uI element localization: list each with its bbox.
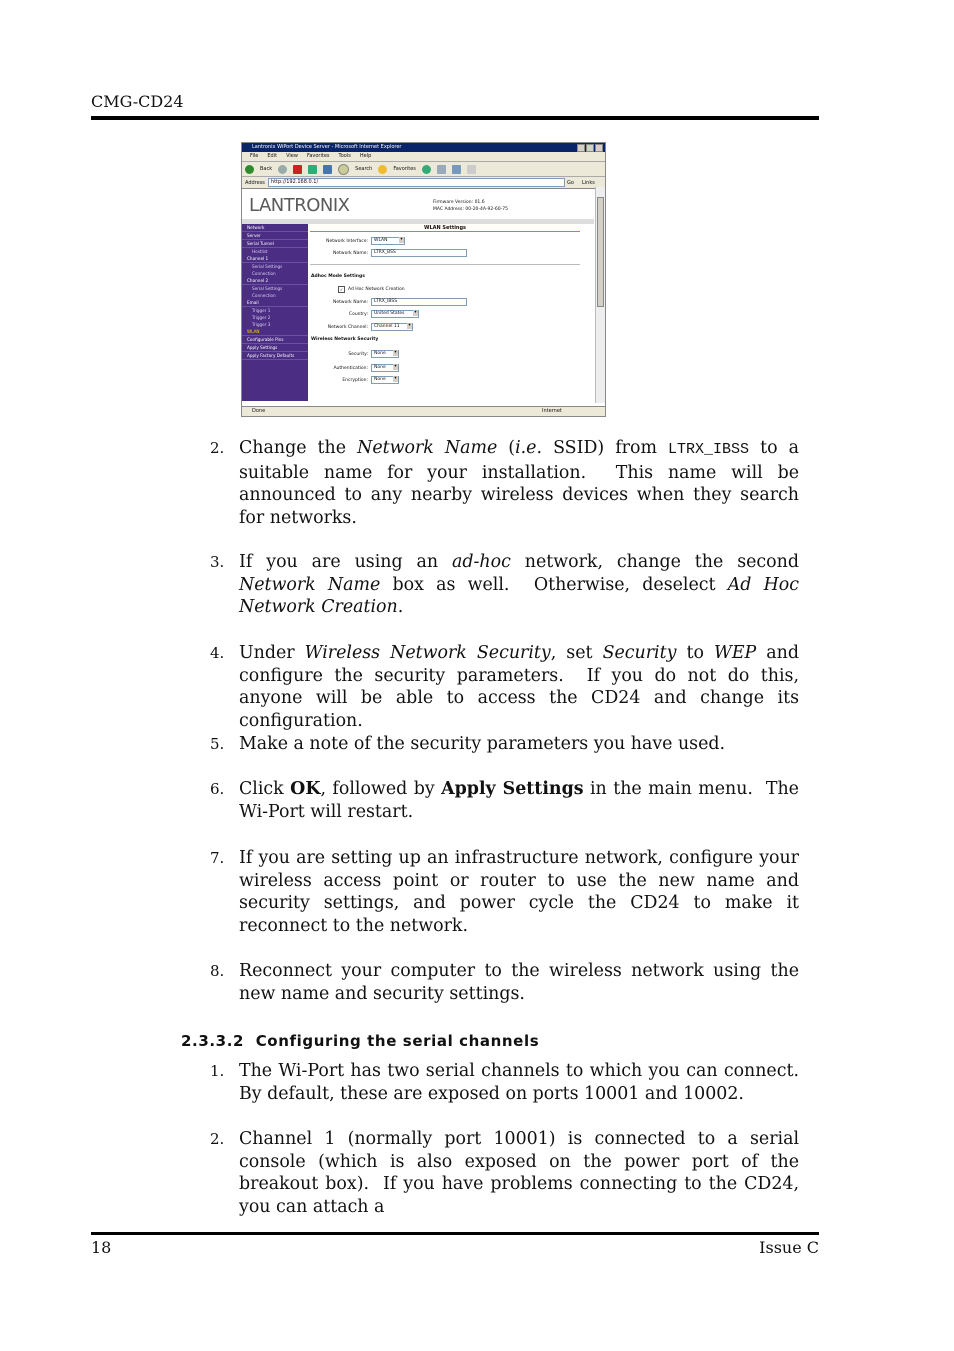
list-item	[239, 437, 805, 529]
list-item	[239, 778, 805, 823]
vertical-scrollbar	[595, 187, 605, 403]
list-number: 5.	[210, 735, 225, 753]
footer-rule	[91, 1232, 819, 1235]
channel-select: Channel 11 ▾	[371, 323, 413, 331]
running-header: CMG-CD24	[91, 92, 184, 111]
security-section-title: Wireless Network Security	[311, 337, 379, 342]
minimize-icon	[577, 144, 585, 152]
italic-text: WEP	[713, 643, 757, 663]
list-item	[239, 551, 805, 619]
nav-item: Server	[242, 232, 308, 240]
item-text: Make a note of the security parameters you have used.	[239, 734, 726, 754]
adhoc-checkbox-label: Ad Hoc Network Creation	[348, 287, 405, 292]
item-text: If you are using an	[239, 552, 453, 572]
nav-item: Serial Settings	[252, 264, 283, 269]
menu-view: View	[286, 153, 298, 159]
device-nav-menu	[242, 224, 308, 401]
history-icon	[437, 165, 446, 174]
channel-label: Network Channel:	[327, 324, 368, 330]
list-number: 1.	[210, 1062, 225, 1080]
menu-help: Help	[359, 153, 372, 159]
lantronix-logo	[249, 195, 350, 216]
menu-tools: Tools	[338, 153, 351, 159]
section-title: Configuring the serial channels	[255, 1032, 540, 1050]
list-item	[239, 847, 805, 937]
browser-screenshot	[241, 142, 606, 417]
media-icon	[422, 165, 431, 174]
network-interface-select: WLAN ▾	[371, 237, 405, 245]
item-text: box as well. Otherwise, deselect	[380, 574, 728, 595]
browser-title-bar	[242, 143, 605, 152]
nav-item: Trigger 1	[252, 308, 271, 313]
authentication-label: Authentication:	[333, 365, 368, 371]
bold-text: Apply Settings	[441, 779, 584, 799]
row-encryption	[310, 376, 399, 384]
list-number: 2.	[210, 439, 225, 457]
adhoc-name-input: LTRX_IBSS	[371, 298, 467, 306]
home-icon	[323, 165, 332, 174]
item-text: Channel 1 (normally port 10001) is connected to a serial console (which is also exposed on the power port of the breakout box). If you have problems connecting to the CD24, you can attach a	[239, 1129, 805, 1217]
close-icon	[595, 144, 603, 152]
italic-text: Network Name	[357, 438, 498, 458]
item-text: and configure the security parameters. If you do not do this, anyone will be able to access the CD24 and change its configuration.	[239, 643, 805, 731]
adhoc-section-title: Adhoc Mode Settings	[311, 274, 365, 279]
address-label: Address	[245, 179, 265, 186]
adhoc-name-label: Network Name:	[332, 299, 368, 305]
nav-item: Channel 2	[242, 277, 308, 285]
country-select: United States ▾	[371, 310, 419, 318]
menu-file: File	[250, 153, 259, 159]
window-title: Lantronix WiPort Device Server - Microsoft Internet Explorer	[252, 144, 402, 150]
stop-icon	[293, 165, 302, 174]
italic-text: Ad Hoc Network Creation	[239, 574, 805, 617]
nav-item: Channel 1	[242, 255, 308, 263]
search-icon	[338, 164, 349, 175]
list-number: 3.	[210, 553, 225, 571]
wlan-settings-form	[310, 224, 592, 401]
menu-edit: Edit	[267, 153, 278, 159]
form-title: WLAN Settings	[310, 225, 580, 232]
network-name-input: LTRX_BSS	[371, 249, 467, 257]
row-adhoc-checkbox	[338, 286, 405, 293]
list-item	[239, 1128, 805, 1218]
nav-item: Configurable Pins	[242, 336, 308, 344]
browser-page	[242, 189, 605, 401]
encryption-select: None ▾	[371, 376, 399, 384]
nav-item: Trigger 2	[252, 315, 271, 320]
scrollbar-thumb	[597, 197, 604, 307]
row-authentication	[310, 364, 399, 372]
back-label: Back	[260, 166, 273, 172]
list-item	[239, 642, 805, 732]
maximize-icon	[586, 144, 594, 152]
nav-item: Serial Settings	[252, 286, 283, 291]
firmware-label: Firmware Version:	[433, 200, 474, 205]
row-channel	[310, 323, 413, 331]
security-select: None ▾	[371, 350, 399, 358]
section-heading	[181, 1032, 539, 1050]
network-interface-label: Network Interface:	[326, 238, 368, 244]
encryption-label: Encryption:	[342, 377, 368, 383]
list-number: 2.	[210, 1130, 225, 1148]
security-label: Security:	[348, 351, 368, 357]
section-number: 2.3.3.2	[181, 1032, 245, 1050]
issue-label: Issue C	[759, 1238, 819, 1257]
mail-icon	[452, 165, 461, 174]
search-label: Search	[355, 166, 373, 172]
row-country	[310, 310, 419, 318]
browser-toolbar	[242, 162, 605, 177]
status-done: Done	[252, 408, 266, 414]
item-text: If you are setting up an infrastructure network, configure your wireless access point or router to use the new name and security settings, and power cycle the CD24 to make it reconnect to the network.	[239, 848, 805, 936]
item-text: SSID) from	[542, 438, 669, 458]
list-number: 4.	[210, 644, 225, 662]
item-text: , set	[550, 643, 603, 663]
nav-item: Serial Tunnel	[242, 240, 308, 248]
nav-item: Hostlist	[252, 249, 268, 254]
italic-text: Wireless Network Security	[304, 643, 551, 663]
nav-item: Network	[242, 224, 308, 232]
item-text: Click	[239, 779, 291, 799]
item-text: in the main menu. The Wi-Port will restart.	[239, 779, 805, 822]
row-network-interface	[310, 237, 405, 245]
back-icon	[245, 165, 254, 174]
nav-item: Trigger 3	[252, 322, 271, 327]
address-field: http://192.168.0.1/	[268, 178, 565, 187]
browser-status-bar	[242, 406, 605, 416]
nav-item: Apply Factory Defaults	[242, 352, 308, 360]
italic-text: i.e.	[515, 438, 543, 458]
nav-item: Connection	[252, 271, 276, 276]
browser-menu-bar	[242, 152, 605, 162]
nav-item: Email	[242, 299, 308, 307]
italic-text: Network Name	[239, 574, 381, 595]
firmware-value: 01.6	[474, 200, 485, 205]
item-text: Reconnect your computer to the wireless network using the new name and security settings.	[239, 961, 805, 1004]
page-number: 18	[91, 1238, 112, 1257]
item-text: (	[497, 438, 516, 458]
authentication-select: None ▾	[371, 364, 399, 372]
italic-text: ad-hoc	[452, 552, 511, 572]
item-text: network, change the second	[510, 552, 805, 572]
mac-value: 00-20-4A-92-60-75	[465, 207, 508, 212]
list-item	[239, 733, 799, 756]
item-text: The Wi-Port has two serial channels to which you can connect. By default, these are exposed on ports 10001 and 10002.	[239, 1061, 811, 1104]
nav-item: WLAN	[242, 328, 308, 336]
item-text: Under	[239, 643, 305, 663]
list-number: 7.	[210, 849, 225, 867]
item-text: Change the	[239, 438, 358, 458]
row-adhoc-name	[310, 298, 467, 306]
country-label: Country:	[348, 311, 368, 317]
list-number: 6.	[210, 780, 225, 798]
nav-item: Apply Settings	[242, 344, 308, 352]
italic-text: Security	[602, 643, 677, 663]
bold-text: OK	[290, 779, 321, 799]
mac-label: MAC Address:	[433, 207, 464, 212]
row-security	[310, 350, 399, 358]
status-zone: Internet	[542, 408, 562, 414]
adhoc-checkbox: ✓	[339, 287, 344, 292]
item-text: to	[676, 643, 714, 663]
device-info	[433, 199, 508, 213]
header-rule	[91, 116, 819, 120]
refresh-icon	[308, 165, 317, 174]
list-item	[239, 960, 805, 1005]
nav-item: Connection	[252, 293, 276, 298]
list-item	[239, 1060, 811, 1105]
network-name-label: Network Name:	[332, 250, 368, 256]
item-text: , followed by	[320, 779, 442, 799]
links-label: Links	[582, 179, 595, 186]
row-network-name	[310, 249, 467, 257]
logo-text: LANTRONIX	[249, 195, 350, 216]
favorites-icon	[378, 165, 387, 174]
list-number: 8.	[210, 962, 225, 980]
item-text: to a suitable name for your installation. This name will be announced to any nearby wireless devices when they search for networks.	[239, 438, 805, 528]
menu-favorites: Favorites	[306, 153, 330, 159]
go-label: Go	[567, 179, 574, 186]
print-icon	[467, 165, 476, 174]
divider	[310, 264, 580, 265]
window-controls	[577, 144, 603, 152]
address-bar	[242, 177, 605, 189]
item-text: .	[397, 597, 404, 617]
forward-icon	[278, 165, 287, 174]
code-text: LTRX_IBSS	[668, 441, 750, 458]
favorites-label: Favorites	[393, 166, 416, 172]
